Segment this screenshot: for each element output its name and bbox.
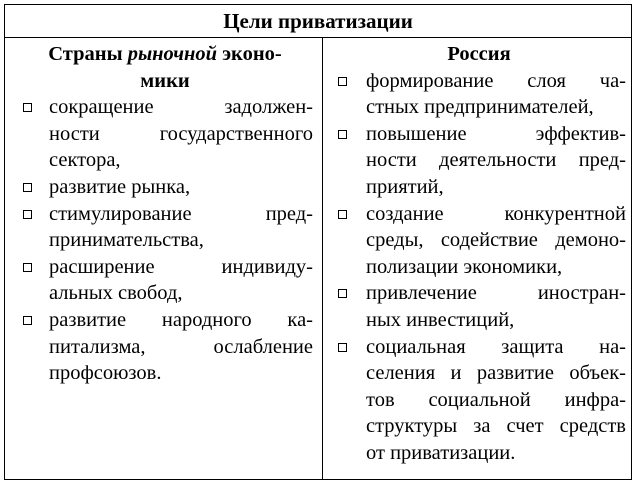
list-item	[17, 254, 313, 307]
market-economies-header-line1	[17, 41, 313, 68]
list-item	[17, 201, 313, 254]
list-item-text-line: тов социальной инфра-	[366, 388, 626, 411]
list-item	[332, 334, 626, 467]
list-item-text-line: социальная защита на-	[366, 335, 626, 358]
checkbox-bullet-icon	[23, 183, 32, 192]
list-item-text-line: альных свобод,	[49, 282, 183, 305]
list-item-text-line: ности государственного	[49, 122, 313, 145]
checkbox-bullet-icon	[338, 210, 347, 219]
market-economies-column	[17, 41, 313, 387]
list-item-text-line: среды, содействие демоно-	[366, 229, 626, 252]
list-item-text-line: развитие рынка,	[49, 175, 191, 198]
table-title: Цели приватизации	[5, 5, 631, 38]
list-item	[17, 174, 313, 201]
list-item-text-line: приятий,	[366, 175, 444, 198]
list-item-text-line: ных инвестиций,	[366, 308, 515, 331]
list-item-text-line: структуры за счет средств	[366, 415, 626, 438]
list-item	[17, 307, 313, 387]
list-item-text-line: селения и развитие объек-	[366, 362, 626, 385]
checkbox-bullet-icon	[338, 130, 347, 139]
list-item-text-line: развитие народного ка-	[49, 308, 313, 331]
russia-column	[332, 41, 626, 467]
list-item-text-line: профсоюзов.	[49, 362, 162, 385]
list-item-text-line: формирование слоя ча-	[366, 69, 626, 92]
russia-goals-list	[332, 68, 626, 467]
list-item-text-line: от приватизации.	[366, 441, 516, 464]
russia-header: Россия	[447, 43, 511, 65]
list-item-text-line: расширение индивиду-	[49, 255, 313, 278]
list-item-text-line: сокращение задолжен-	[49, 96, 313, 119]
list-item-text-line: стимулирование пред-	[49, 202, 313, 225]
header-text-emphasis: рыночной	[127, 43, 218, 65]
list-item	[332, 201, 626, 281]
market-economies-header	[17, 41, 313, 94]
checkbox-bullet-icon	[23, 263, 32, 272]
header-text-part2: эконо-	[217, 43, 282, 65]
list-item-text-line: стных предпринимателей,	[366, 96, 594, 119]
list-item-text-line: принимательства,	[49, 229, 204, 252]
checkbox-bullet-icon	[338, 289, 347, 298]
list-item-text-line: повышение эффектив-	[366, 122, 626, 145]
market-economies-goals-list	[17, 94, 313, 387]
column-divider	[322, 38, 323, 479]
checkbox-bullet-icon	[338, 343, 347, 352]
checkbox-bullet-icon	[23, 316, 32, 325]
list-item-text-line: сектора,	[49, 149, 121, 172]
checkbox-bullet-icon	[23, 210, 32, 219]
header-text-part1: Страны	[48, 43, 128, 65]
list-item	[332, 68, 626, 121]
list-item	[332, 280, 626, 333]
list-item-text-line: привлечение иностран-	[366, 282, 626, 305]
list-item	[332, 121, 626, 201]
list-item	[17, 94, 313, 174]
privatization-goals-table	[4, 4, 632, 480]
list-item-text-line: полизации экономики,	[366, 255, 563, 278]
list-item-text-line: ности деятельности пред-	[366, 149, 626, 172]
checkbox-bullet-icon	[338, 77, 347, 86]
list-item-text-line: создание конкурентной	[366, 202, 626, 225]
list-item-text-line: питализма, ослабление	[49, 335, 313, 358]
market-economies-header-line2: мики	[140, 69, 190, 92]
checkbox-bullet-icon	[23, 103, 32, 112]
